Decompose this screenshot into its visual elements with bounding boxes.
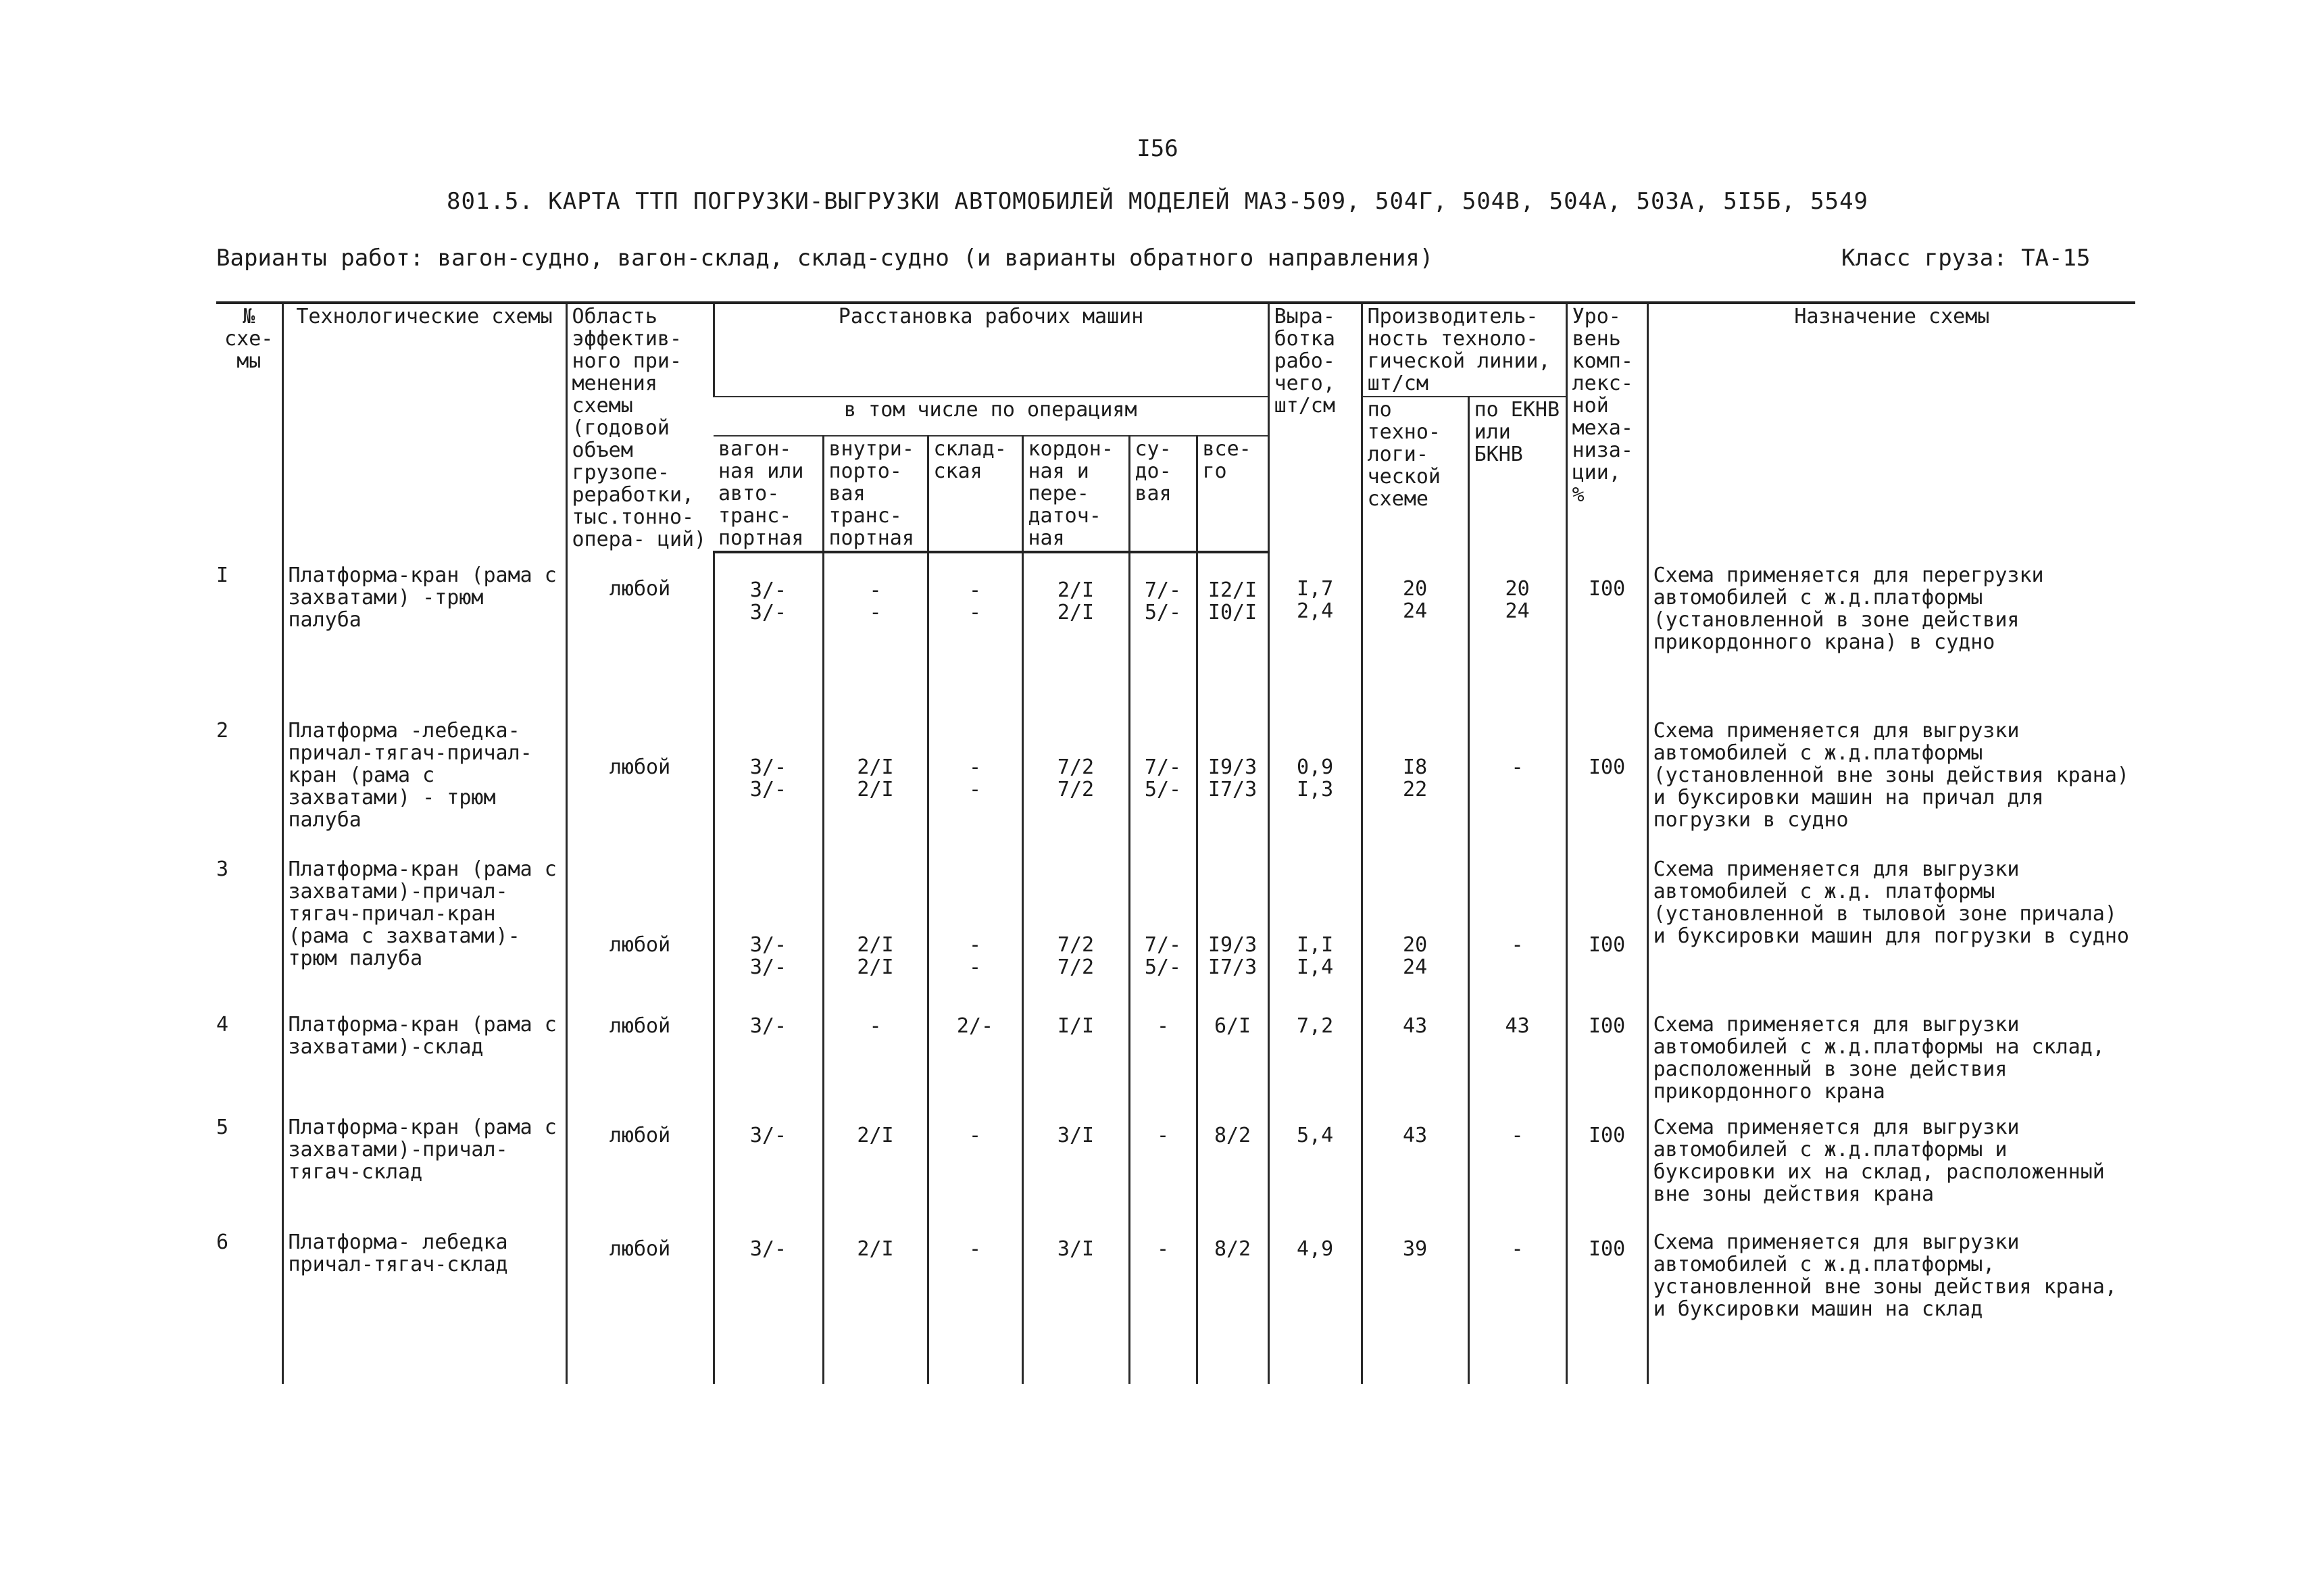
- ship-machines-value: 5/-: [1144, 601, 1182, 624]
- cordon-machines-value: 7/2: [1057, 755, 1095, 779]
- col-internal-header: внутри- порто- вая транс- портная: [823, 436, 928, 552]
- empty-cell: [1268, 1334, 1362, 1384]
- ship-machines-value: 5/-: [1144, 778, 1182, 801]
- ship-machines-value: 5/-: [1144, 955, 1182, 979]
- col-cordon-header: кордон- ная и пере- даточ- ная: [1022, 436, 1129, 552]
- productivity-scheme-value: 24: [1403, 955, 1428, 979]
- row-number: 3: [216, 857, 229, 881]
- page-number: I56: [1137, 135, 1178, 162]
- productivity-scheme-value: 22: [1403, 778, 1428, 801]
- total-machines-value: I7/3: [1208, 955, 1258, 979]
- worker-output: [1268, 1219, 1362, 1334]
- total-machines-value: I7/3: [1208, 778, 1258, 801]
- warehouse-machines: [928, 846, 1022, 1001]
- total-machines-value: I9/3: [1208, 933, 1258, 957]
- warehouse-machines: [928, 552, 1022, 707]
- col-by-operations-header: в том числе по операциям: [714, 397, 1268, 436]
- wagon-machines: [714, 552, 823, 707]
- cordon-machines-value: 2/I: [1057, 601, 1095, 624]
- empty-cell: [282, 1334, 566, 1384]
- ship-machines: [1129, 1001, 1197, 1104]
- table-tail: [216, 1334, 2135, 1384]
- productivity-scheme-value: 43: [1403, 1124, 1428, 1147]
- cordon-machines-value: 7/2: [1057, 955, 1095, 979]
- table-row: [216, 1219, 2135, 1334]
- warehouse-machines-value: -: [968, 955, 982, 979]
- productivity-eknv: [1468, 1104, 1566, 1219]
- row-number: 4: [216, 1013, 229, 1037]
- total-machines: [1197, 707, 1268, 846]
- empty-cell: [1566, 1334, 1647, 1384]
- wagon-machines-value: 3/-: [749, 955, 787, 979]
- row-number: 5: [216, 1116, 229, 1139]
- productivity-scheme-value: 20: [1403, 933, 1428, 957]
- warehouse-machines-value: -: [968, 578, 982, 602]
- productivity-scheme: [1362, 1001, 1468, 1104]
- ship-machines: [1129, 707, 1197, 846]
- cordon-machines: [1022, 1001, 1129, 1104]
- scheme-purpose: Схема применяется для выгрузки автомобилей с ж.д.платформы, установленной вне зоны действия крана, и буксировки машин на склад: [1647, 1219, 2135, 1334]
- table-row: [216, 1104, 2135, 1219]
- total-machines-value: 8/2: [1214, 1237, 1251, 1261]
- total-machines-value: 6/I: [1214, 1014, 1251, 1038]
- mechanization-level: I00: [1566, 1001, 1647, 1104]
- cordon-machines: [1022, 1104, 1129, 1219]
- scheme-purpose: Схема применяется для выгрузки автомобилей с ж.д.платформы (установленной вне зоны действия крана) и буксировки машин на причал для погрузки в судно: [1647, 707, 2135, 846]
- col-productivity-header: Производитель- ность техноло- гической линии, шт/см: [1362, 303, 1566, 397]
- col-ship-header: су- до- вая: [1129, 436, 1197, 552]
- productivity-scheme: [1362, 707, 1468, 846]
- col-warehouse-header: склад- ская: [928, 436, 1022, 552]
- ship-machines-value: -: [1156, 1237, 1170, 1261]
- worker-output-value: I,3: [1296, 778, 1334, 801]
- wagon-machines: [714, 1219, 823, 1334]
- mechanization-level: I00: [1566, 846, 1647, 1001]
- ship-machines: [1129, 1219, 1197, 1334]
- table-row: [216, 707, 2135, 846]
- application-area: любой: [566, 707, 714, 846]
- scheme-text: Платформа -лебедка-причал-тягач-причал-кран (рама с захватами) - трюм палуба: [282, 707, 566, 846]
- internal-machines-value: 2/I: [857, 1237, 894, 1261]
- worker-output-value: 2,4: [1296, 599, 1334, 623]
- cordon-machines: [1022, 707, 1129, 846]
- worker-output-value: 4,9: [1296, 1237, 1334, 1261]
- productivity-eknv: [1468, 1001, 1566, 1104]
- empty-cell: [216, 1334, 282, 1384]
- col-prod-scheme-header: по техно- логи- ческой схеме: [1362, 397, 1468, 552]
- col-scheme-header: Технологические схемы: [282, 303, 566, 552]
- wagon-machines-value: 3/-: [749, 1124, 787, 1147]
- wagon-machines-value: 3/-: [749, 1014, 787, 1038]
- worker-output-value: I,4: [1296, 955, 1334, 979]
- productivity-eknv-value: 20: [1505, 577, 1530, 601]
- cargo-class: Класс груза: ТА-15: [1841, 245, 2091, 272]
- ship-machines-value: 7/-: [1144, 755, 1182, 779]
- ship-machines: [1129, 552, 1197, 707]
- scheme-purpose: Схема применяется для перегрузки автомобилей с ж.д.платформы (установленной в зоне действия прикордонного крана) в судно: [1647, 552, 2135, 707]
- scheme-text: Платформа- лебедка причал-тягач-склад: [282, 1219, 566, 1334]
- warehouse-machines-value: -: [968, 601, 982, 624]
- productivity-scheme: [1362, 846, 1468, 1001]
- worker-output: [1268, 707, 1362, 846]
- empty-cell: [928, 1334, 1022, 1384]
- warehouse-machines-value: -: [968, 778, 982, 801]
- application-area: любой: [566, 1104, 714, 1219]
- scheme-purpose: Схема применяется для выгрузки автомобилей с ж.д.платформы на склад, расположенный в зоне действия прикордонного крана: [1647, 1001, 2135, 1104]
- warehouse-machines-value: -: [968, 755, 982, 779]
- cordon-machines: [1022, 846, 1129, 1001]
- warehouse-machines: [928, 1219, 1022, 1334]
- internal-machines: [823, 1001, 928, 1104]
- worker-output-value: 7,2: [1296, 1014, 1334, 1038]
- ship-machines: [1129, 846, 1197, 1001]
- warehouse-machines-value: -: [968, 933, 982, 957]
- wagon-machines: [714, 707, 823, 846]
- productivity-eknv-value: -: [1511, 933, 1524, 957]
- total-machines-value: I2/I: [1208, 578, 1258, 602]
- productivity-eknv-value: 43: [1505, 1014, 1530, 1038]
- warehouse-machines: [928, 1104, 1022, 1219]
- scheme-text: Платформа-кран (рама с захватами)-причал-тягач-склад: [282, 1104, 566, 1219]
- productivity-scheme-value: 43: [1403, 1014, 1428, 1038]
- cordon-machines-value: 3/I: [1057, 1237, 1095, 1261]
- cordon-machines: [1022, 1219, 1129, 1334]
- internal-machines-value: -: [869, 601, 882, 624]
- wagon-machines: [714, 846, 823, 1001]
- document-title: 801.5. КАРТА ТТП ПОГРУЗКИ-ВЫГРУЗКИ АВТОМОБИЛЕЙ МОДЕЛЕЙ МАЗ-509, 504Г, 504В, 504А, 503А, 5I5Б, 5549: [446, 188, 1869, 215]
- cordon-machines: [1022, 552, 1129, 707]
- internal-machines: [823, 1104, 928, 1219]
- cordon-machines-value: 3/I: [1057, 1124, 1095, 1147]
- header-row-top: [216, 303, 2135, 397]
- internal-machines: [823, 552, 928, 707]
- table-row: [216, 846, 2135, 1001]
- scheme-text: Платформа-кран (рама с захватами)-склад: [282, 1001, 566, 1104]
- warehouse-machines: [928, 707, 1022, 846]
- internal-machines-value: -: [869, 578, 882, 602]
- ship-machines-value: 7/-: [1144, 578, 1182, 602]
- cordon-machines-value: 2/I: [1057, 578, 1095, 602]
- application-area: любой: [566, 846, 714, 1001]
- productivity-scheme: [1362, 552, 1468, 707]
- wagon-machines: [714, 1001, 823, 1104]
- total-machines: [1197, 1219, 1268, 1334]
- wagon-machines-value: 3/-: [749, 933, 787, 957]
- productivity-eknv: [1468, 707, 1566, 846]
- empty-cell: [1362, 1334, 1468, 1384]
- col-num-header: № схе- мы: [216, 303, 282, 552]
- warehouse-machines-value: -: [968, 1124, 982, 1147]
- internal-machines-value: -: [869, 1014, 882, 1038]
- internal-machines-value: 2/I: [857, 778, 894, 801]
- table-row: [216, 1001, 2135, 1104]
- table-body: [216, 552, 2135, 1384]
- col-output-header: Выра- ботка рабо- чего, шт/см: [1268, 303, 1362, 552]
- internal-machines: [823, 846, 928, 1001]
- empty-cell: [566, 1334, 714, 1384]
- worker-output: [1268, 846, 1362, 1001]
- row-number: 6: [216, 1230, 229, 1254]
- ship-machines-value: -: [1156, 1014, 1170, 1038]
- mechanization-level: I00: [1566, 707, 1647, 846]
- worker-output-value: I,I: [1296, 933, 1334, 957]
- productivity-eknv-value: -: [1511, 755, 1524, 779]
- worker-output-value: 5,4: [1296, 1124, 1334, 1147]
- worker-output-value: I,7: [1296, 577, 1334, 601]
- col-purpose-header: Назначение схемы: [1647, 303, 2135, 552]
- worker-output: [1268, 1001, 1362, 1104]
- col-prod-eknv-header: по ЕКНВ или БКНВ: [1468, 397, 1566, 552]
- productivity-eknv: [1468, 846, 1566, 1001]
- productivity-scheme: [1362, 1104, 1468, 1219]
- empty-cell: [1647, 1334, 2135, 1384]
- worker-output: [1268, 1104, 1362, 1219]
- total-machines-value: 8/2: [1214, 1124, 1251, 1147]
- wagon-machines-value: 3/-: [749, 601, 787, 624]
- total-machines: [1197, 846, 1268, 1001]
- wagon-machines-value: 3/-: [749, 755, 787, 779]
- col-area-header: Область эффектив- ного при- менения схемы (годовой объем грузопе- реработки, тыс.тонно- опера- ций): [566, 303, 714, 552]
- total-machines-value: I0/I: [1208, 601, 1258, 624]
- productivity-scheme-value: 39: [1403, 1237, 1428, 1261]
- col-total-header: все- го: [1197, 436, 1268, 552]
- col-wagon-header: вагон- ная или авто- транс- портная: [714, 436, 823, 552]
- work-variants: Варианты работ: вагон-судно, вагон-склад, склад-судно (и варианты обратного направления): [216, 245, 1434, 272]
- col-placement-header: Расстановка рабочих машин: [714, 303, 1268, 397]
- tech-scheme-table: [216, 301, 2135, 1403]
- warehouse-machines-value: -: [968, 1237, 982, 1261]
- application-area: любой: [566, 552, 714, 707]
- scheme-purpose: Схема применяется для выгрузки автомобилей с ж.д.платформы и буксировки их на склад, расположенный вне зоны действия крана: [1647, 1104, 2135, 1219]
- empty-cell: [1197, 1334, 1268, 1384]
- empty-cell: [1022, 1334, 1129, 1384]
- worker-output: [1268, 552, 1362, 707]
- cordon-machines-value: I/I: [1057, 1014, 1095, 1038]
- internal-machines-value: 2/I: [857, 933, 894, 957]
- empty-cell: [1129, 1334, 1197, 1384]
- wagon-machines-value: 3/-: [749, 778, 787, 801]
- productivity-scheme-value: I8: [1403, 755, 1428, 779]
- total-machines-value: I9/3: [1208, 755, 1258, 779]
- wagon-machines: [714, 1104, 823, 1219]
- total-machines: [1197, 1001, 1268, 1104]
- ship-machines-value: 7/-: [1144, 933, 1182, 957]
- table-row: [216, 552, 2135, 707]
- empty-cell: [1468, 1334, 1566, 1384]
- wagon-machines-value: 3/-: [749, 578, 787, 602]
- mechanization-level: I00: [1566, 1104, 1647, 1219]
- productivity-scheme-value: 24: [1403, 599, 1428, 623]
- cordon-machines-value: 7/2: [1057, 778, 1095, 801]
- productivity-scheme-value: 20: [1403, 577, 1428, 601]
- application-area: любой: [566, 1001, 714, 1104]
- ship-machines-value: -: [1156, 1124, 1170, 1147]
- scheme-purpose: Схема применяется для выгрузки автомобилей с ж.д. платформы (установленной в тыловой зоне причала) и буксировки машин для погрузки в судно: [1647, 846, 2135, 1001]
- internal-machines-value: 2/I: [857, 1124, 894, 1147]
- mechanization-level: I00: [1566, 1219, 1647, 1334]
- mechanization-level: I00: [1566, 552, 1647, 707]
- worker-output-value: 0,9: [1296, 755, 1334, 779]
- internal-machines-value: 2/I: [857, 755, 894, 779]
- col-mechanization-header: Уро- вень комп- лекс- ной меха- низа- ции, %: [1566, 303, 1647, 552]
- productivity-scheme: [1362, 1219, 1468, 1334]
- application-area: любой: [566, 1219, 714, 1334]
- row-number: 2: [216, 719, 229, 743]
- internal-machines: [823, 707, 928, 846]
- empty-cell: [714, 1334, 823, 1384]
- warehouse-machines: [928, 1001, 1022, 1104]
- row-number: I: [216, 564, 229, 587]
- internal-machines-value: 2/I: [857, 955, 894, 979]
- wagon-machines-value: 3/-: [749, 1237, 787, 1261]
- total-machines: [1197, 1104, 1268, 1219]
- empty-cell: [823, 1334, 928, 1384]
- productivity-eknv: [1468, 1219, 1566, 1334]
- internal-machines: [823, 1219, 928, 1334]
- ship-machines: [1129, 1104, 1197, 1219]
- scheme-text: Платформа-кран (рама с захватами) -трюм палуба: [282, 552, 566, 707]
- warehouse-machines-value: 2/-: [956, 1014, 994, 1038]
- scheme-text: Платформа-кран (рама с захватами)-причал-тягач-причал-кран (рама с захватами)-трюм палуба: [282, 846, 566, 1001]
- productivity-eknv-value: 24: [1505, 599, 1530, 623]
- productivity-eknv-value: -: [1511, 1237, 1524, 1261]
- cordon-machines-value: 7/2: [1057, 933, 1095, 957]
- productivity-eknv: [1468, 552, 1566, 707]
- productivity-eknv-value: -: [1511, 1124, 1524, 1147]
- total-machines: [1197, 552, 1268, 707]
